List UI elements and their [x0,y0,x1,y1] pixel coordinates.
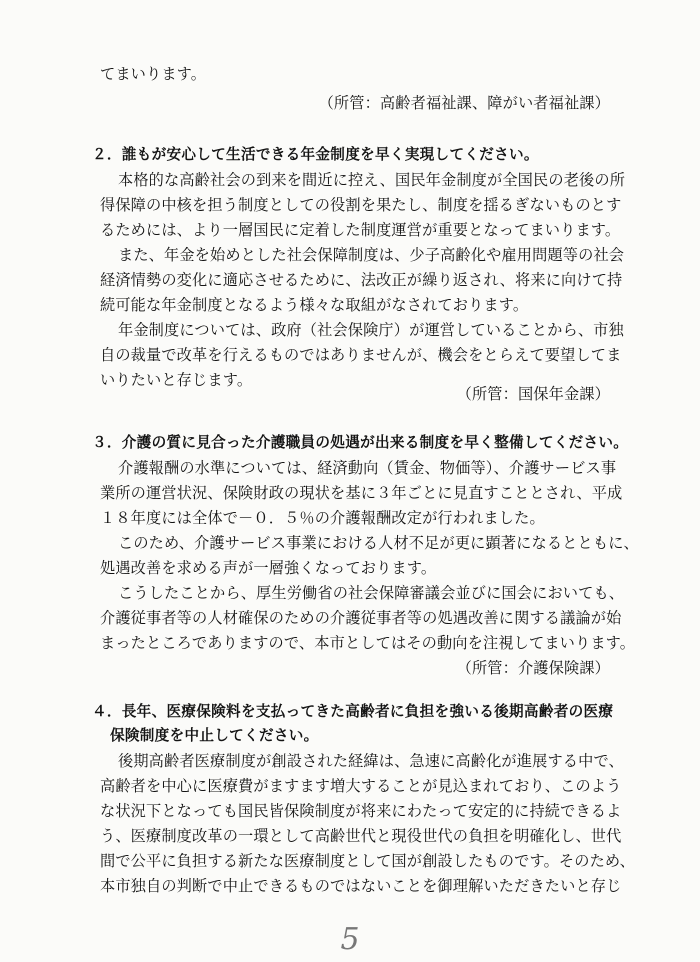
jurisdiction-note: （所管：高齢者福祉課、障がい者福祉課） [318,94,610,112]
page-number: 5 [340,922,360,957]
section-heading-4: ４．長年、医療保険料を支払ってきた高齢者に負担を強いる後期高齢者の医療 [92,703,614,720]
body-line: 続可能な年金制度となるよう様々な取組がなされております。 [100,296,529,314]
body-line: るためには、より一層国民に定着した制度運営が重要となってまいります。 [100,221,621,239]
body-line: 高齢者を中心に医療費がますます増大することが見込まれており、このよう [100,777,622,795]
body-line: 間で公平に負担する新たな医療制度として国が創設したものです。そのため、 [100,852,635,870]
section-heading-3: ３．介護の質に見合った介護職員の処遇が出来る制度を早く整備してください。 [92,434,629,451]
section-heading-2: ２．誰もが安心して生活できる年金制度を早く実現してください。 [92,146,539,163]
body-line: こうしたことから、厚生労働省の社会保障審議会並びに国会においても、 [118,584,625,602]
body-line: 処遇改善を求める声が一層強くなっております。 [100,559,437,577]
body-line: このため、介護サービス事業における人材不足が更に顕著になるとともに、 [118,534,639,552]
body-line: 介護従事者等の人材確保のための介護従事者等の処遇改善に関する議論が始 [100,609,622,627]
body-line: 介護報酬の水準については、経済動向（賃金、物価等）、介護サービス事 [118,459,617,477]
body-line: 本市独自の判断で中止できるものではないことを御理解いただきたいと存じ [100,877,622,895]
body-line: 本格的な高齢社会の到来を間近に控え、国民年金制度が全国民の老後の所 [118,171,626,189]
jurisdiction-note: （所管：介護保険課） [456,659,610,677]
body-line: また、年金を始めとした社会保障制度は、少子高齢化や雇用問題等の社会 [118,246,625,264]
body-line: 得保障の中核を担う制度としての役割を果たし、制度を揺るぎないものとす [100,196,622,214]
body-line: まったところでありますので、本市としてはその動向を注視してまいります。 [100,634,636,652]
body-line: 年金制度については、政府（社会保険庁）が運営していることから、市独 [118,321,624,339]
body-line: な状況下となっても国民皆保険制度が将来にわたって安定的に持続できるよ [100,802,622,820]
body-line: 後期高齢者医療制度が創設された経緯は、急速に高齢化が進展する中で、 [118,752,624,770]
body-line: １８年度には全体で－０．５％の介護報酬改定が行われました。 [100,509,545,527]
body-line: てまいります。 [100,65,207,83]
body-line: う、医療制度改革の一環として高齢世代と現役世代の負担を明確化し、世代 [100,827,622,845]
jurisdiction-note: （所管：国保年金課） [456,385,610,403]
section-heading-4-continued: 保険制度を中止してください。 [110,727,319,744]
body-line: 自の裁量で改革を行えるものではありませんが、機会をとらえて要望してま [100,346,622,364]
body-line: 経済情勢の変化に適応させるために、法改正が繰り返され、将来に向けて持 [100,271,623,289]
body-line: 業所の運営状況、保険財政の現状を基に３年ごとに見直すこととされ、平成 [100,484,623,502]
body-line: いりたいと存じます。 [100,371,253,389]
